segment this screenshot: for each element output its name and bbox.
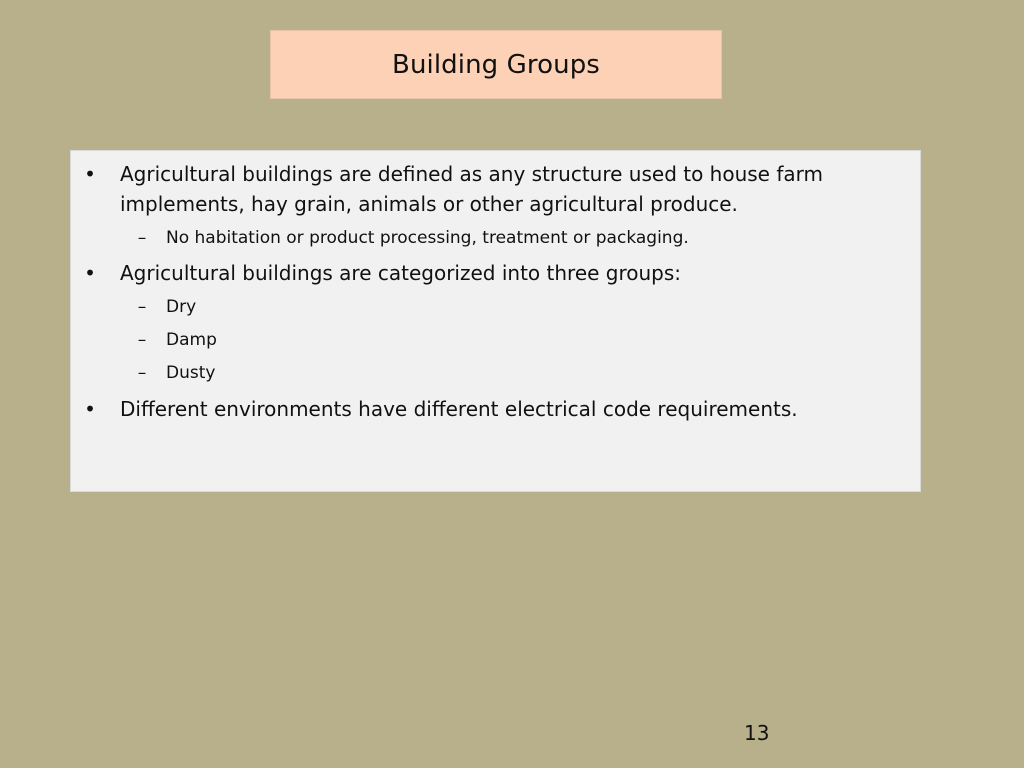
bullet-item — [84, 394, 900, 424]
sub-bullet-marker: – — [137, 297, 147, 317]
slide-title: Building Groups — [392, 49, 600, 80]
sub-bullet-marker: – — [137, 363, 147, 383]
bullet-marker: • — [84, 261, 96, 285]
page-number: 13 — [744, 721, 770, 745]
bullet-text: Agricultural buildings are defined as any structure used to house farm implements, hay grain, animals or other agricultural produce. — [120, 162, 823, 216]
sub-bullet-text: Dusty — [166, 363, 216, 383]
sub-bullet-item — [137, 227, 886, 249]
sub-bullet-item — [137, 296, 886, 318]
sub-bullet-marker: – — [137, 330, 147, 350]
sub-bullet-item — [137, 329, 886, 351]
bullet-marker: • — [84, 397, 96, 421]
sub-bullet-text: No habitation or product processing, treatment or packaging. — [166, 228, 689, 248]
bullet-item — [84, 159, 900, 219]
bullet-text: Agricultural buildings are categorized into three groups: — [120, 261, 682, 285]
sub-bullet-text: Dry — [166, 297, 197, 317]
sub-bullet-item — [137, 362, 886, 384]
bullet-item — [84, 258, 900, 288]
sub-bullet-text: Damp — [166, 330, 217, 350]
slide-content-box — [70, 150, 921, 492]
bullet-marker: • — [84, 162, 96, 186]
sub-bullet-marker: – — [137, 228, 147, 248]
bullet-text: Different environments have different electrical code requirements. — [120, 397, 798, 421]
slide-title-box — [270, 30, 722, 99]
